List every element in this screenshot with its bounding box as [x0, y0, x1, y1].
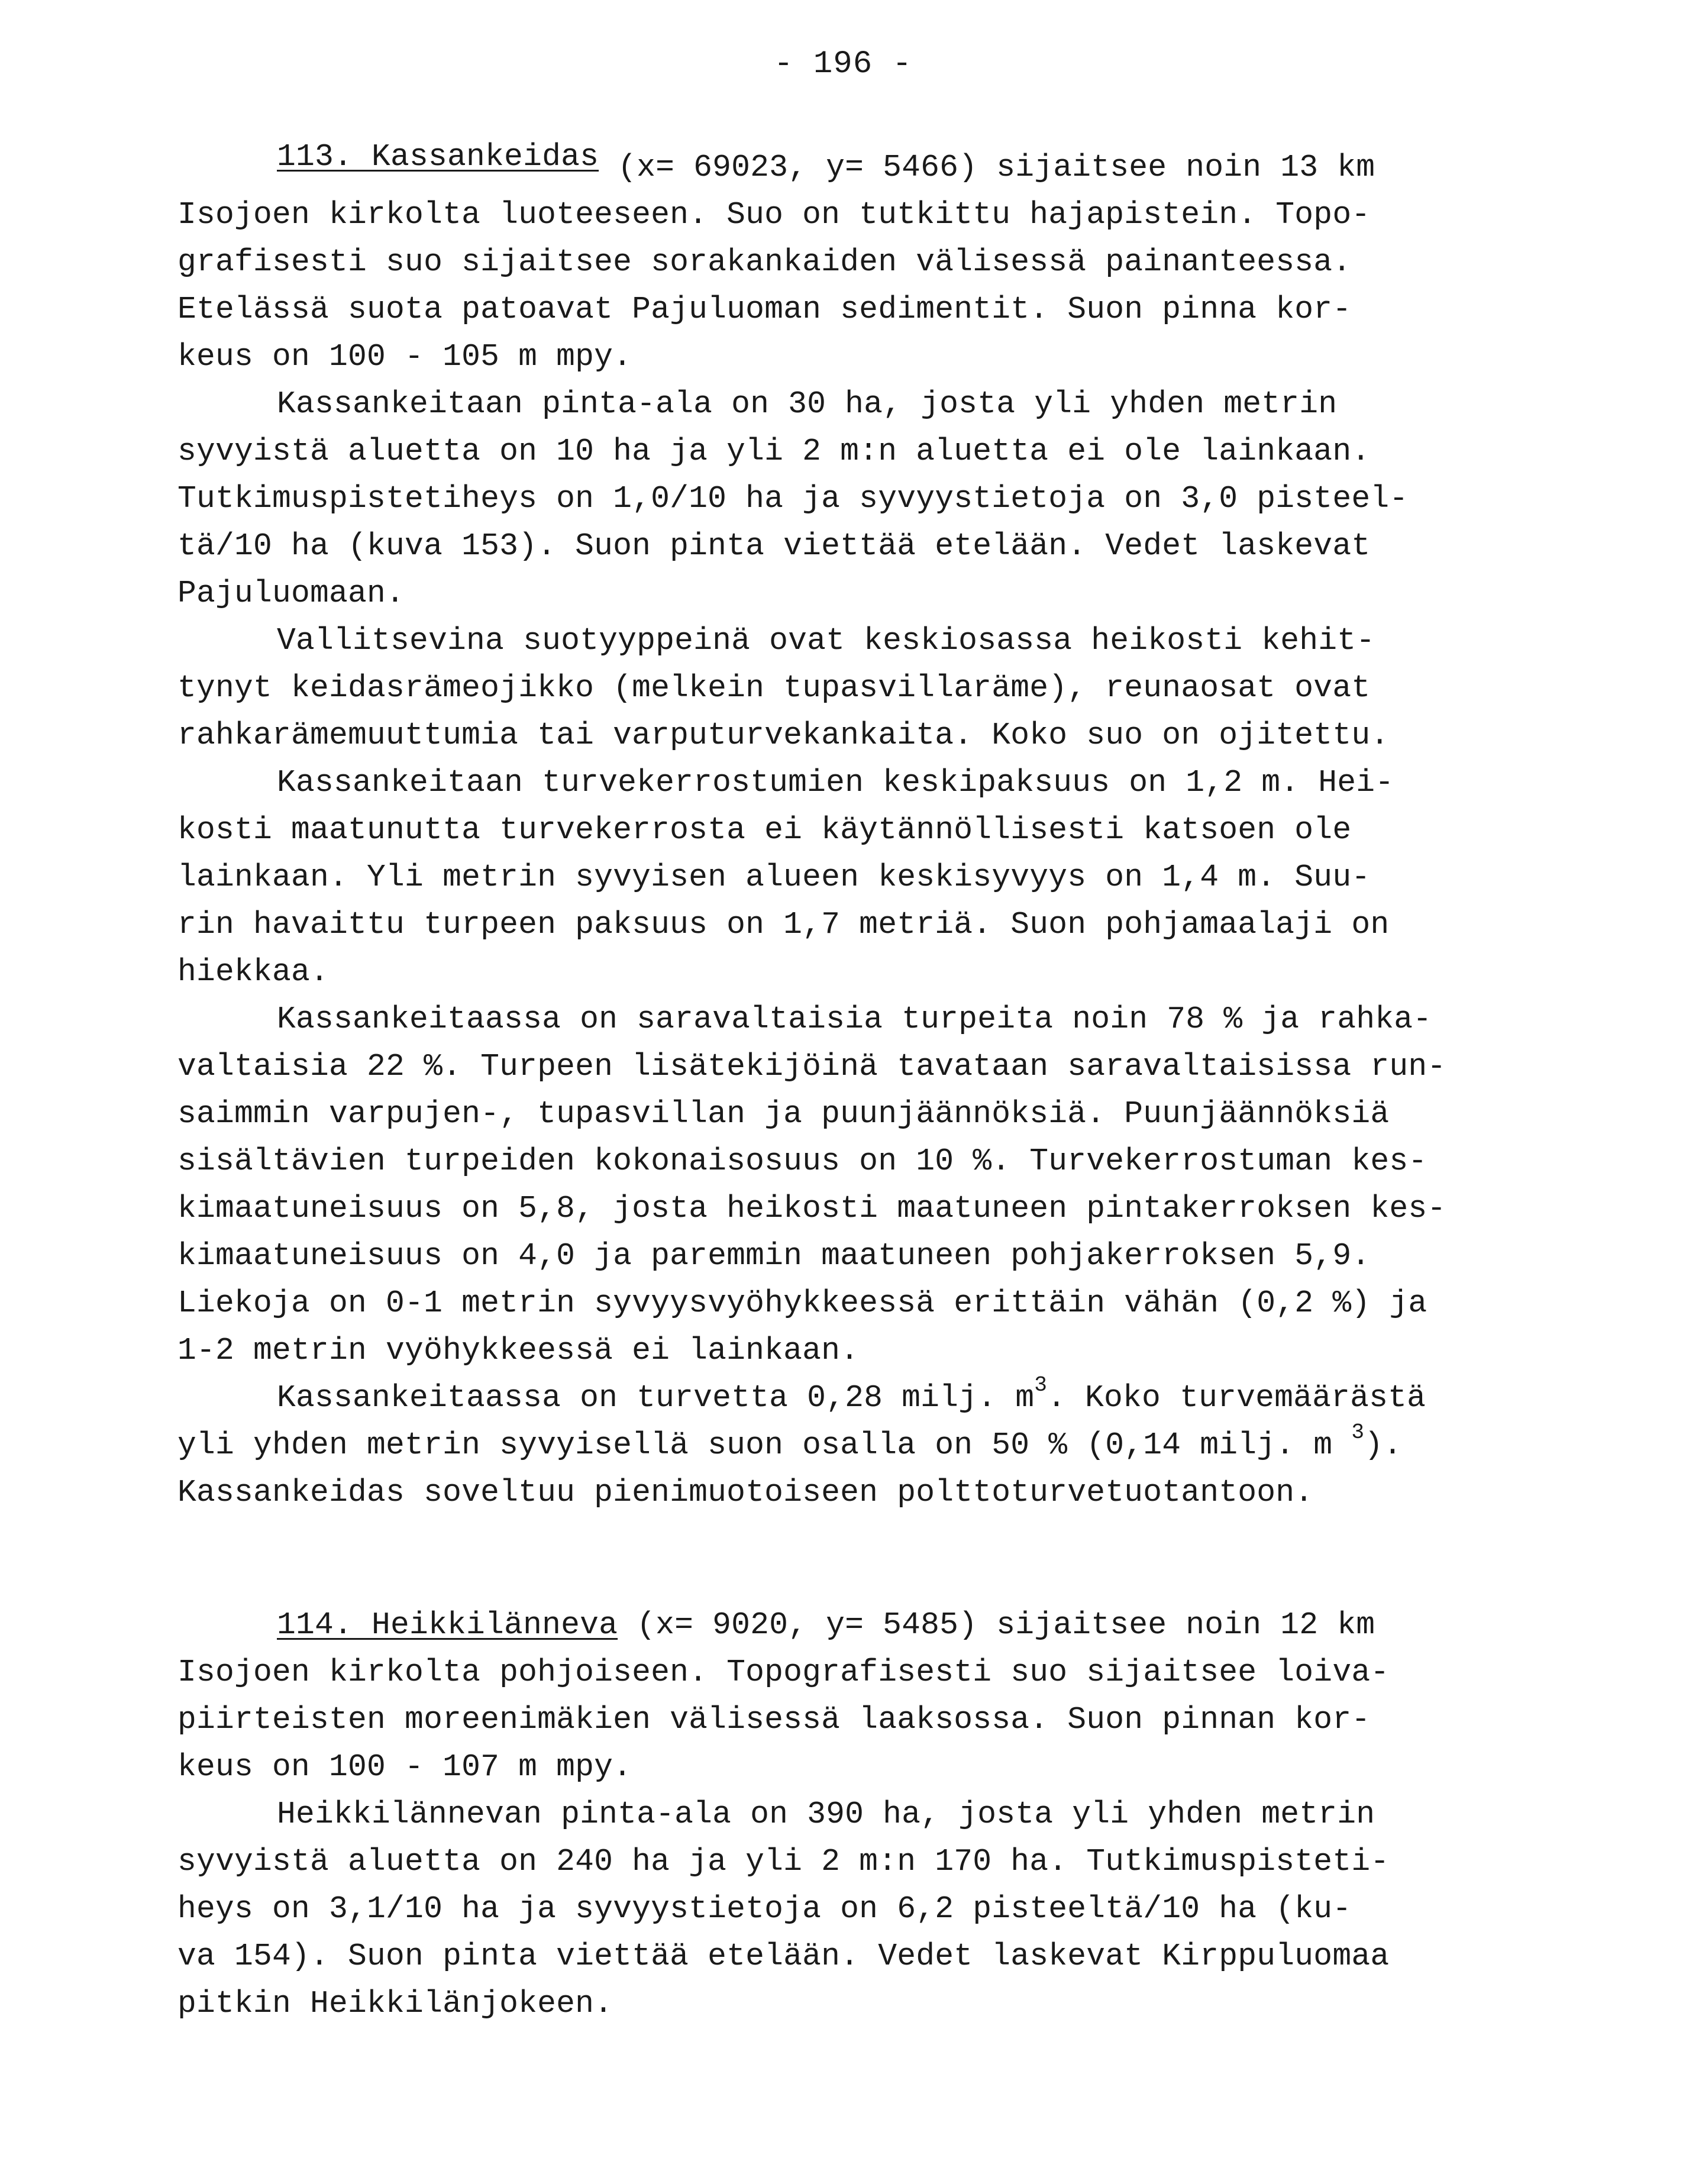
text-line: lainkaan. Yli metrin syvyisen alueen keskisyvyys on 1,4 m. Suu- — [177, 860, 1371, 895]
text-line: valtaisia 22 %. Turpeen lisätekijöinä tavataan saravaltaisissa run- — [177, 1049, 1446, 1084]
text-line: saimmin varpujen-, tupasvillan ja puunjäännöksiä. Puunjäännöksiä — [177, 1096, 1390, 1132]
text-line: Kassankeitaan turvekerrostumien keskipaksuus on 1,2 m. Hei- — [277, 765, 1394, 800]
section-heikkilanneva — [177, 1601, 1526, 2027]
section-kassankeidas — [177, 139, 1526, 1516]
share-text: yli yhden metrin syvyisellä suon osalla on 50 % (0,14 milj. m — [177, 1427, 1352, 1463]
text-line: Kassankeitaassa on saravaltaisia turpeita noin 78 % ja rahka- — [277, 1001, 1432, 1037]
text-line: Liekoja on 0-1 metrin syvyysvyöhykkeessä erittäin vähän (0,2 %) ja — [177, 1285, 1427, 1321]
section-title: 113. Kassankeidas — [277, 139, 599, 175]
volume-text-end: . Koko turvemäärästä — [1047, 1380, 1426, 1416]
text-line: pitkin Heikkilänjokeen. — [177, 1986, 613, 2021]
text-line: Heikkilännevan pinta-ala on 390 ha, josta yli yhden metrin — [277, 1797, 1375, 1832]
volume-line — [177, 1374, 1526, 1421]
text-line: tynyt keidasrämeojikko (melkein tupasvillaräme), reunaosat ovat — [177, 670, 1371, 706]
text-line: rin havaittu turpeen paksuus on 1,7 metriä. Suon pohjamaalaji on — [177, 907, 1390, 942]
heading-text: (x= 69023, y= 5466) sijaitsee noin 13 km — [599, 150, 1375, 185]
text-line: keus on 100 - 107 m mpy. — [177, 1749, 632, 1785]
text-line: Kassankeidas soveltuu pienimuotoiseen polttoturvetuotantoon. — [177, 1475, 1314, 1510]
section-title: 114. Heikkilänneva — [277, 1607, 618, 1643]
text-line: kosti maatunutta turvekerrosta ei käytännöllisesti katsoen ole — [177, 812, 1352, 848]
text-line: Etelässä suota patoavat Pajuluoman sedimentit. Suon pinna kor- — [177, 292, 1352, 327]
share-line — [177, 1421, 1526, 1469]
text-line: rahkarämemuuttumia tai varputurvekankaita. Koko suo on ojitettu. — [177, 718, 1390, 753]
text-line: keus on 100 - 105 m mpy. — [177, 339, 632, 374]
text-line: hiekkaa. — [177, 954, 330, 990]
text-line: 1-2 metrin vyöhykkeessä ei lainkaan. — [177, 1333, 860, 1368]
text-line: kimaatuneisuus on 5,8, josta heikosti maatuneen pintakerroksen kes- — [177, 1191, 1446, 1226]
share-text-end: ). — [1364, 1427, 1403, 1463]
text-line: Vallitsevina suotyyppeinä ovat keskiosassa heikosti kehit- — [277, 623, 1375, 658]
text-line: Isojoen kirkolta luoteeseen. Suo on tutkittu hajapistein. Topo- — [177, 197, 1371, 232]
cubic-superscript: 3 — [1034, 1373, 1048, 1397]
text-line: syvyistä aluetta on 240 ha ja yli 2 m:n 170 ha. Tutkimuspisteti- — [177, 1844, 1390, 1879]
cubic-superscript: 3 — [1351, 1420, 1365, 1445]
page-number: - 196 - — [774, 46, 912, 82]
section-heading — [177, 139, 1526, 191]
text-line: Isojoen kirkolta pohjoiseen. Topografisesti suo sijaitsee loiva- — [177, 1655, 1390, 1690]
text-line: sisältävien turpeiden kokonaisosuus on 10 %. Turvekerrostuman kes- — [177, 1143, 1427, 1179]
text-line: Pajuluomaan. — [177, 576, 405, 611]
text-line: kimaatuneisuus on 4,0 ja paremmin maatuneen pohjakerroksen 5,9. — [177, 1238, 1371, 1274]
text-line: piirteisten moreenimäkien välisessä laaksossa. Suon pinnan kor- — [177, 1702, 1371, 1737]
text-line: Kassankeitaan pinta-ala on 30 ha, josta yli yhden metrin — [277, 386, 1338, 422]
text-line: syvyistä aluetta on 10 ha ja yli 2 m:n aluetta ei ole lainkaan. — [177, 434, 1371, 469]
heading-text: (x= 9020, y= 5485) sijaitsee noin 12 km — [618, 1607, 1375, 1643]
volume-text: Kassankeitaassa on turvetta 0,28 milj. m — [277, 1380, 1035, 1416]
text-line: Tutkimuspistetiheys on 1,0/10 ha ja syvyystietoja on 3,0 pisteel- — [177, 481, 1409, 516]
text-line: grafisesti suo sijaitsee sorakankaiden välisessä painanteessa. — [177, 244, 1352, 280]
text-line: tä/10 ha (kuva 153). Suon pinta viettää etelään. Vedet laskevat — [177, 528, 1371, 564]
text-line: va 154). Suon pinta viettää etelään. Vedet laskevat Kirppuluomaa — [177, 1939, 1390, 1974]
text-line: heys on 3,1/10 ha ja syvyystietoja on 6,2 pisteeltä/10 ha (ku- — [177, 1891, 1352, 1927]
section-heading — [177, 1601, 1526, 1649]
